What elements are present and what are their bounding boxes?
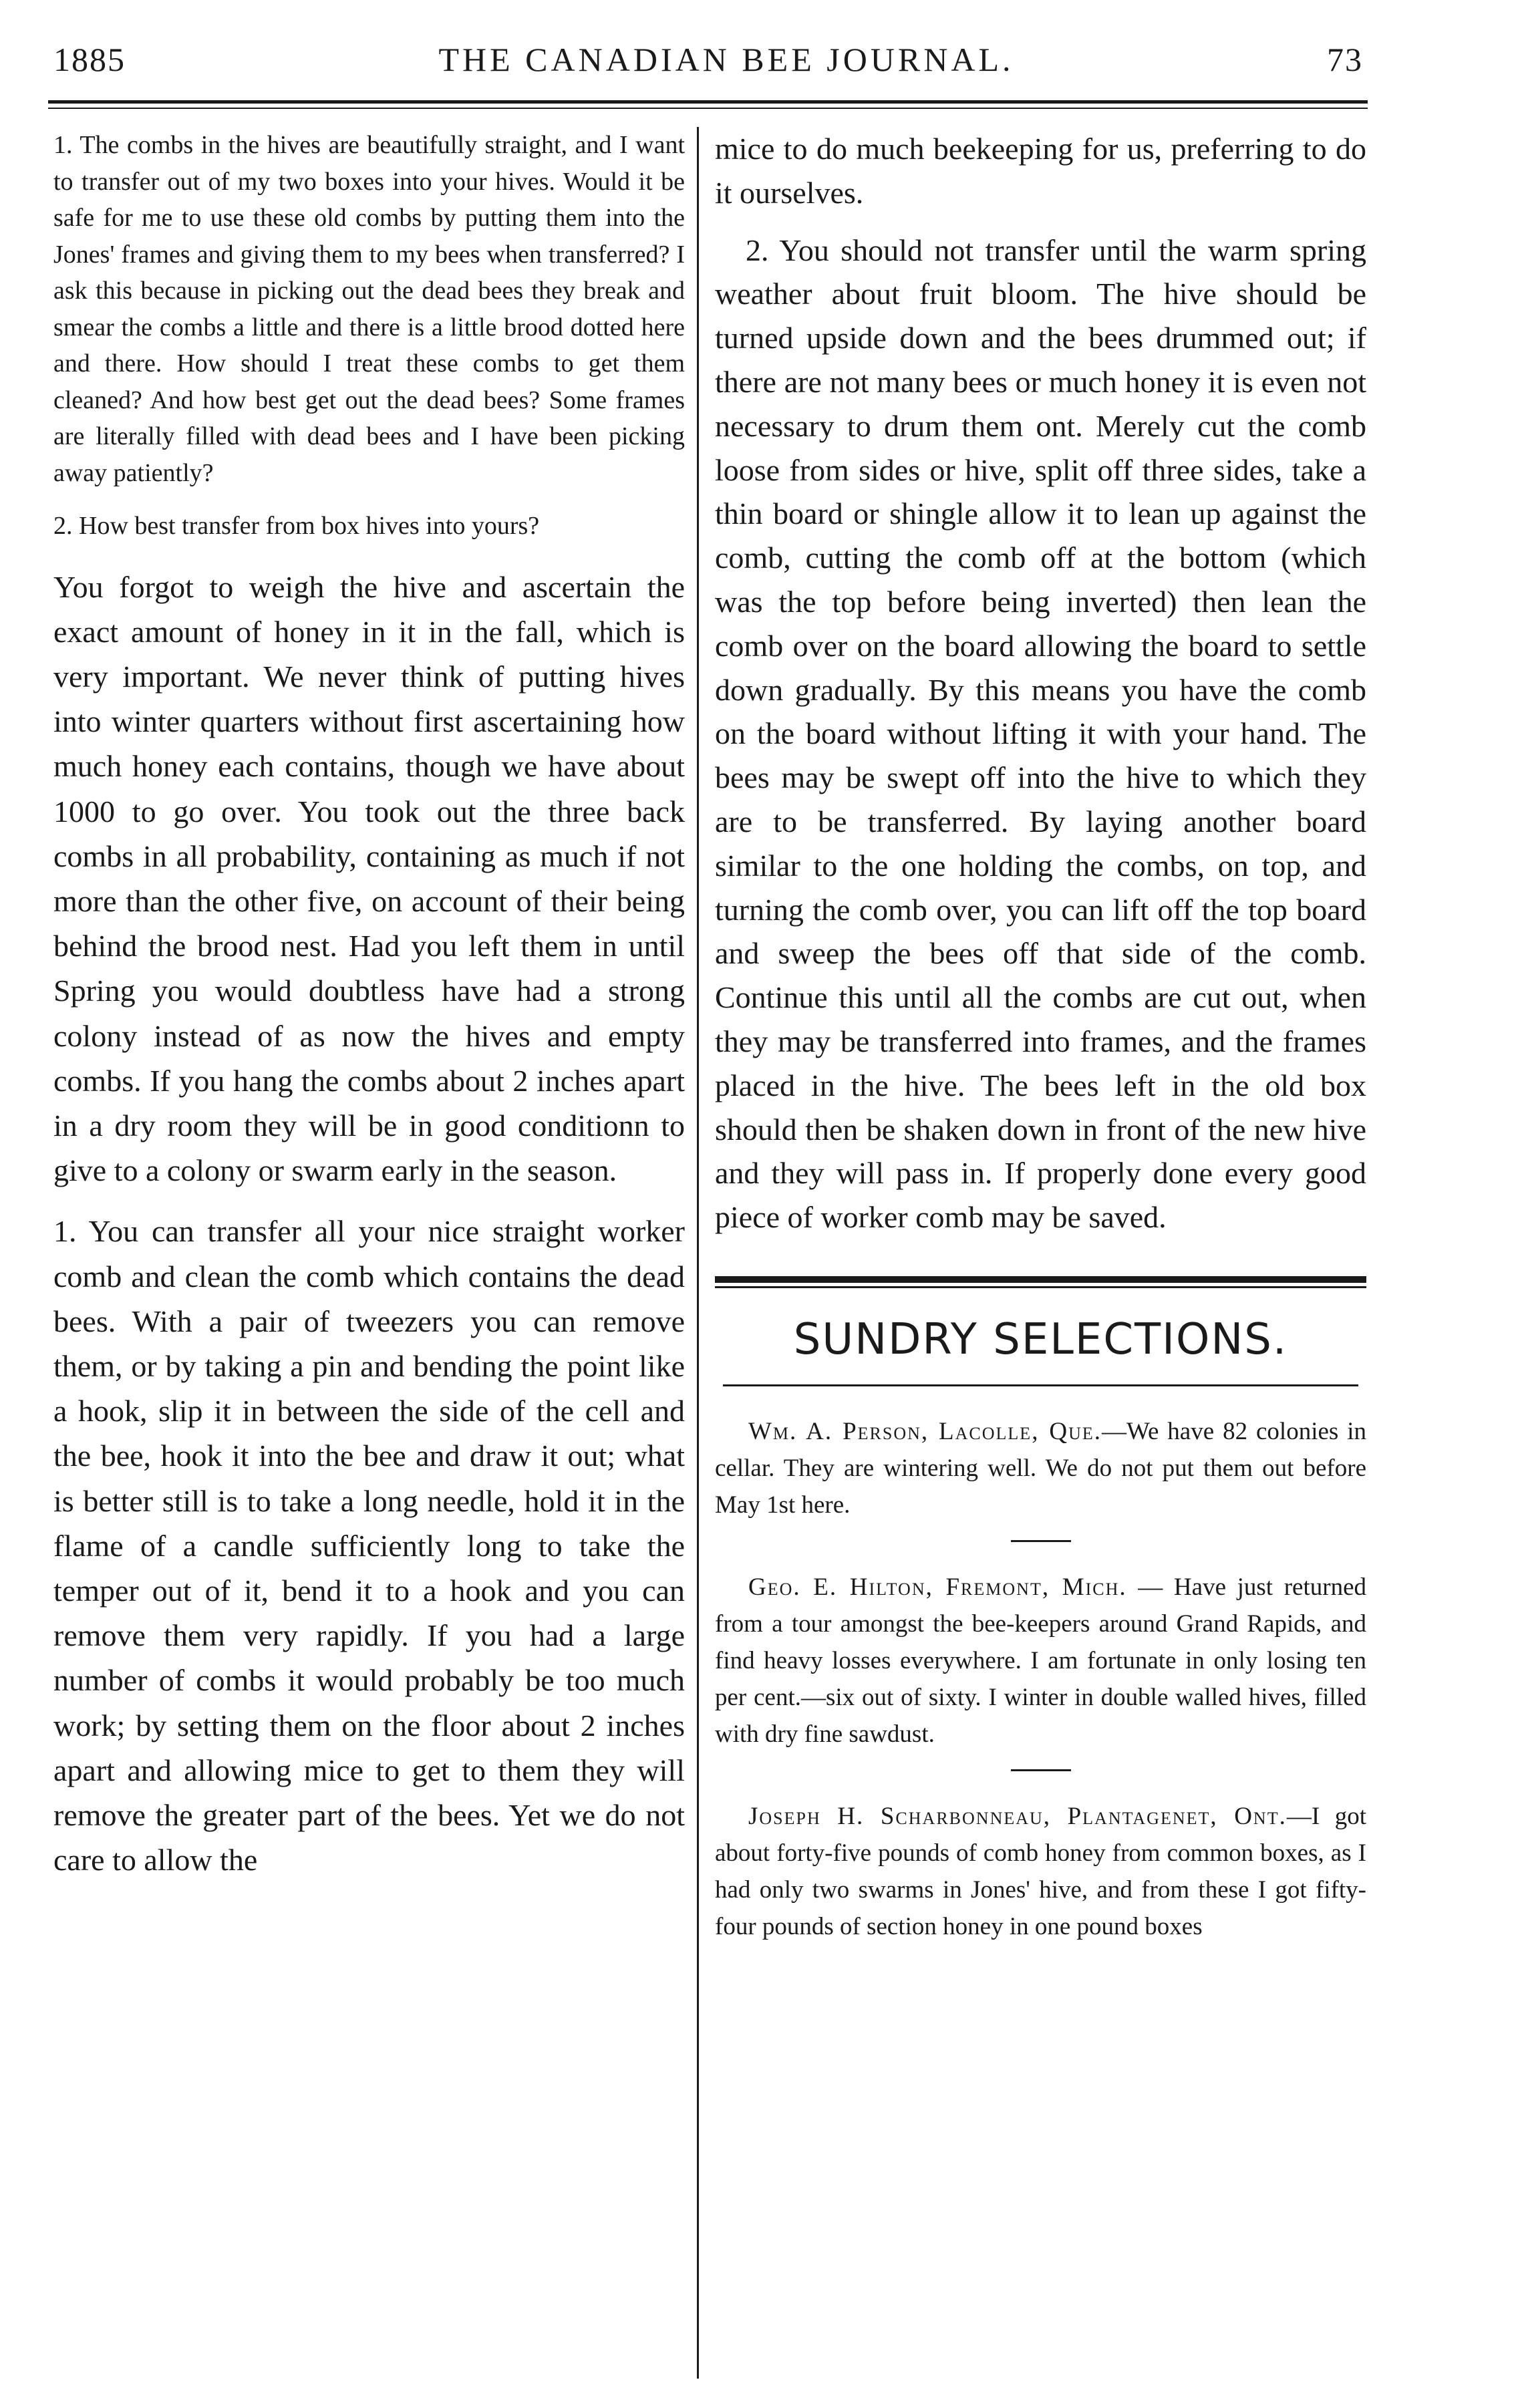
page-number: 73 [1327, 41, 1363, 78]
section-title: SUNDRY SELECTIONS. [793, 1314, 1288, 1364]
item-separator [1011, 1540, 1071, 1542]
question-2: 2. How best transfer from box hives into yours? [53, 512, 540, 540]
answer-intro: You forgot to weigh the hive and ascertain the exact amount of honey in it in the fall, which is very important. We never think of putting hives into winter quarters without first ascertaining how much honey each contains, though we have about 1000 to go over. You took out the three back combs in all probability, containing as much if not more than the other five, on account of their being behind the brood nest. Had you left them in until Spring you would doubtless have had a strong colony instead of as now the hives and empty combs. If you hang the combs about 2 inches apart in a dry room they will be in good conditionn to give to a colony or swarm early in the season. [53, 569, 685, 1188]
header-year: 1885 [53, 41, 126, 78]
answer-1-continued: mice to do much beekeeping for us, preferring to do it ourselves. [715, 132, 1366, 210]
editor-answer [53, 565, 685, 1883]
question-1: 1. The combs in the hives are beautifully straight, and I want to transfer out of my two boxes into your hives. Would it be safe for me to use these old combs by putting them into the Jones' frames and giving them to my bees when transferred? I ask this because in picking out the dead bees they break and smear the combs a little and there is a little brood dotted here and there. How should I treat these combs to get them cleaned? And how best get out the dead bees? Some frames are literally filled with dead bees and I have been picking away patiently? [53, 131, 685, 487]
header-rule [48, 100, 1368, 109]
correspondent-name: Joseph H. Scharbonneau, Plantagenet, Ont. [748, 1802, 1287, 1830]
correspondent-name: Geo. E. Hilton, Fremont, Mich. [748, 1573, 1127, 1601]
selection-item [715, 1798, 1366, 1945]
section-rule [715, 1276, 1366, 1288]
left-column [53, 127, 685, 1882]
correspondent-name: Wm. A. Person, Lacolle, Que. [748, 1417, 1102, 1445]
column-divider [697, 127, 699, 2379]
selection-text: — Have just returned from a tour amongst the bee-keepers around Grand Rapids, and find heavy losses everywhere. I am fortunate in only losing ten per cent.—six out of sixty. I winter in double walled hives, filled with dry fine sawdust. [715, 1573, 1366, 1748]
selection-text: —We have 82 colonies in cellar. They are wintering well. We do not put them out before May 1st here. [715, 1417, 1366, 1519]
selection-item [715, 1413, 1366, 1523]
page-header [53, 40, 1363, 94]
journal-title: THE CANADIAN BEE JOURNAL. [438, 41, 1014, 78]
item-separator [1011, 1769, 1071, 1771]
selection-text: —I got about forty-five pounds of comb honey from common boxes, as I had only two swarms in Jones' hive, and from these I got fifty-four pounds of section honey in one pound boxes [715, 1802, 1366, 1940]
right-column [715, 127, 1366, 1945]
reader-letter [53, 127, 685, 545]
answer-1: 1. You can transfer all your nice straight worker comb and clean the comb which contains the dead bees. With a pair of tweezers you can remove them, or by taking a pin and bending the point like a hook, slip it in between the side of the cell and the bee, hook it into the bee and draw it out; what is better still is to take a long needle, hold it in the flame of a candle sufficiently long to take the temper out of it, bend it to a hook and you can remove them very rapidly. If you had a large number of combs it would probably be too much work; by setting them on the floor about 2 inches apart and allowing mice to get to them they will remove the greater part of the bees. Yet we do not care to allow the [53, 1214, 685, 1877]
selection-item [715, 1569, 1366, 1753]
section-title-underline [723, 1384, 1358, 1386]
answer-2: 2. You should not transfer until the warm spring weather about fruit bloom. The hive should be turned upside down and the bees drummed out; if there are not many bees or much honey it is even not necessary to drum them ont. Merely cut the comb loose from sides or hive, split off three sides, take a thin board or shingle allow it to lean up against the comb, cutting the comb off at the bottom (which was the top before being inverted) then lean the comb over on the board allowing the board to settle down gradually. By this means you have the comb on the board without lifting it with your hand. The bees may be swept off into the hive to which they are to be transferred. By laying another board similar to the one holding the combs, on top, and turning the comb over, you can lift off the top board and sweep the bees off that side of the comb. Continue this until all the combs are cut out, when they may be transferred into frames, and the frames placed in the hive. The bees left in the old box should then be shaken down in front of the new hive and they will pass in. If properly done every good piece of worker comb may be saved. [715, 233, 1366, 1235]
